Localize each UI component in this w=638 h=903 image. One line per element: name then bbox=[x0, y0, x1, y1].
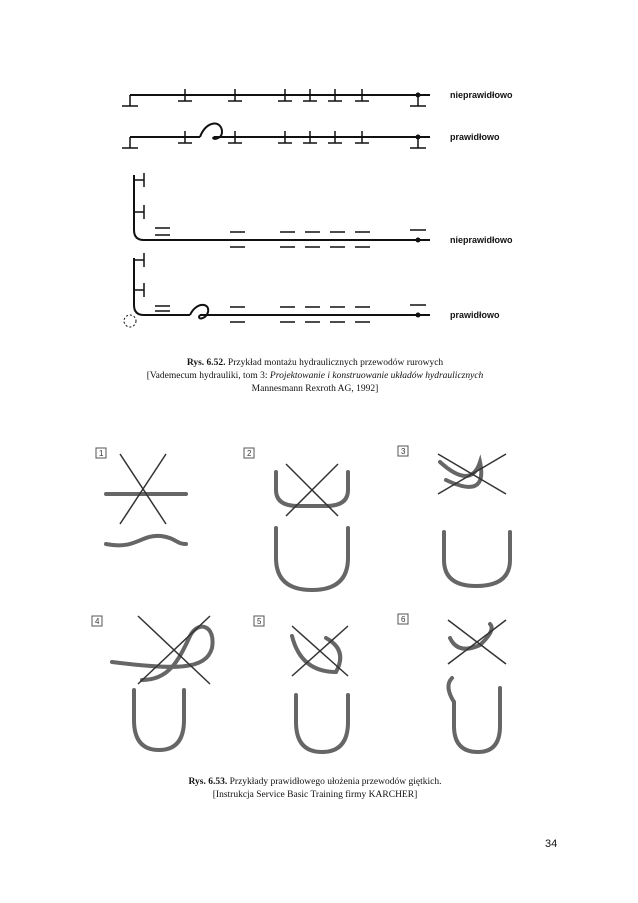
panel-number-2: 2 bbox=[247, 449, 252, 458]
page-number: 34 bbox=[545, 838, 558, 850]
panel-number-6: 6 bbox=[401, 615, 406, 624]
figure1-caption-label: Rys. 6.52. bbox=[186, 358, 226, 368]
hose-routing-figure bbox=[86, 440, 526, 770]
figure1-label-2: prawidłowo bbox=[450, 132, 500, 142]
panel-number-1: 1 bbox=[99, 449, 104, 458]
panel-number-3: 3 bbox=[401, 447, 406, 456]
figure2-caption bbox=[100, 776, 530, 802]
figure1-caption-source-italic: Projektowanie i konstruowanie układów hydraulicznych bbox=[269, 371, 484, 381]
figure1-caption-source-prefix: [Vademecum hydrauliki, tom 3: bbox=[146, 371, 270, 381]
figure2-caption-text: Przykłady prawidłowego ułożenia przewodów giętkich. bbox=[227, 777, 442, 787]
figure1-caption-text: Przykład montażu hydraulicznych przewodów rurowych bbox=[225, 358, 444, 368]
pipe-mounting-figure bbox=[110, 80, 550, 340]
figure2-caption-source: [Instrukcja Service Basic Training firmy KARCHER] bbox=[212, 790, 418, 800]
figure1-label-4: prawidłowo bbox=[450, 310, 500, 320]
panel-number-4: 4 bbox=[95, 617, 100, 626]
figure1-label-1: nieprawidłowo bbox=[450, 90, 513, 100]
figure1-caption-source-line3: Mannesmann Rexroth AG, 1992] bbox=[251, 384, 379, 394]
figure1-label-3: nieprawidłowo bbox=[450, 235, 513, 245]
panel-number-5: 5 bbox=[257, 617, 262, 626]
figure1-caption bbox=[100, 357, 530, 396]
figure2-caption-label: Rys. 6.53. bbox=[188, 777, 228, 787]
